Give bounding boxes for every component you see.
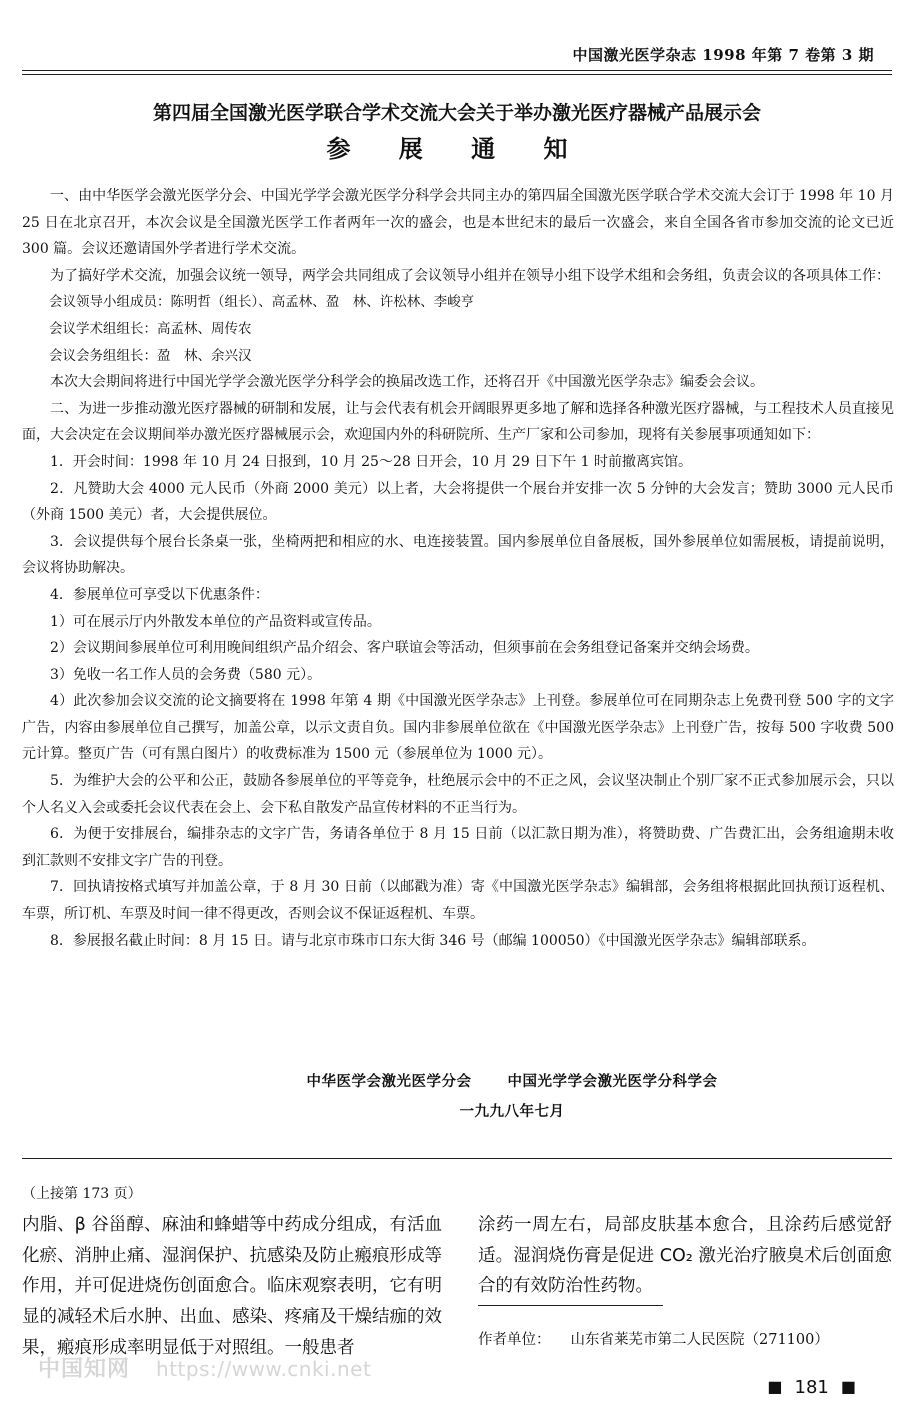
list-item: 2．凡赞助大会 4000 元人民币（外商 2000 美元）以上者，大会将提供一个展台并安排一次 5 分钟的大会发言；赞助 3000 元人民币（外商 1500 美元）者，大会提供展位。 <box>22 480 894 524</box>
signature-org-2: 中国光学学会激光医学分科学会 <box>507 1074 718 1090</box>
article-title: 第四届全国激光医学联合学术交流大会关于举办激光医疗器械产品展示会 <box>152 102 761 124</box>
header-rule-double <box>22 74 892 75</box>
bullet-icon: ■ <box>767 1377 783 1396</box>
sub-list-item: 3）免收一名工作人员的会务费（580 元）。 <box>50 666 322 683</box>
sub-list-item: 4）此次参加会议交流的论文摘要将在 1998 年第 4 期《中国激光医学杂志》上刊登。参展单位可在同期杂志上免费刊登 500 字的文字广告，内容由参展单位自己撰写，加盖公章，以示文责自负。国内非参展单位欲在《中国激光医学杂志》上刊登广告，按每 500 字收费 500 元计算。整页广告（可有黑白图片）的收费标准为 1500 元（参展单位为 1000 元）。 <box>22 693 894 763</box>
sub-list-item: 1）可在展示厅内外散发本单位的产品资料或宣传品。 <box>50 613 381 630</box>
article-column-left: 内脂、β 谷甾醇、麻油和蜂蜡等中药成分组成，有活血化瘀、消肿止痛、湿润保护、抗感染及防止瘢痕形成等作用，并可促进烧伤创面愈合。临床观察表明，它有明显的减轻术后水肿、出血、感染、疼痛及干燥结痂的效果，瘢痕形成率明显低于对照组。一般患者 <box>22 1215 442 1358</box>
list-item: 3．会议提供每个展台长条桌一张，坐椅两把和相应的水、电连接装置。国内参展单位自备展板，国外参展单位如需展板，请提前说明，会议将协助解决。 <box>22 533 894 577</box>
article-column-right: 涂药一周左右，局部皮肤基本愈合，且涂药后感觉舒适。湿润烧伤膏是促进 CO₂ 激光治疗腋臭术后创面愈合的有效防治性药物。 <box>478 1215 892 1297</box>
list-item: 8．参展报名截止时间：8 月 15 日。请与北京市珠市口东大街 346 号（邮编 100050）《中国激光医学杂志》编辑部联系。 <box>50 932 816 949</box>
author-affiliation-label: 作者单位： <box>478 1332 551 1348</box>
author-affiliation <box>478 1328 829 1349</box>
signature-orgs <box>22 1070 892 1091</box>
list-item: 5．为维护大会的公平和公正，鼓励各参展单位的平等竞争，杜绝展示会中的不正之风，会议坚决制止个别厂家不正式参加展示会，只以个人名义入会或委托会议代表在会上、会下私自散发产品宣传材料的不正当行为。 <box>22 773 894 816</box>
notice-body <box>22 183 894 954</box>
paragraph: 为了搞好学术交流，加强会议统一领导，两学会共同组成了会议领导小组并在领导小组下设学术组和会务组，负责会议的各项具体工作： <box>50 267 890 284</box>
footnote-rule <box>478 1305 663 1306</box>
page-number <box>755 1377 868 1398</box>
page-number-value: 181 <box>794 1377 829 1398</box>
signature-date: 一九九八年七月 <box>459 1104 565 1120</box>
continued-from-note: （上接第 173 页） <box>22 1186 142 1202</box>
sub-list-item: 2）会议期间参展单位可利用晚间组织产品介绍会、客户联谊会等活动，但须事前在会务组登记备案并交纳会场费。 <box>50 640 759 657</box>
section-divider <box>22 1158 892 1159</box>
cnki-watermark <box>38 1352 371 1383</box>
list-item: 6．为便于安排展台，编排杂志的文字广告，务请各单位于 8 月 15 日前（以汇款日期为准），将赞助费、广告费汇出，会务组逾期未收到汇款则不安排文字广告的刊登。 <box>22 826 894 869</box>
article-subtitle: 参 展 通 知 <box>326 135 588 163</box>
paragraph: 本次大会期间将进行中国光学学会激光医学分科学会的换届改选工作，还将召开《中国激光医学杂志》编委会会议。 <box>50 374 764 391</box>
list-item: 1．开会时间：1998 年 10 月 24 日报到，10 月 25～28 日开会，10 月 29 日下午 1 时前撤离宾馆。 <box>50 453 692 470</box>
leadership-group-members: 会议领导小组成员：陈明哲（组长）、高孟林、盈 林、许松林、李峻亨 <box>49 294 475 311</box>
academic-group-leaders: 会议学术组组长：高孟林、周传农 <box>49 320 252 337</box>
bullet-icon: ■ <box>840 1377 856 1396</box>
paragraph: 一、由中华医学会激光医学分会、中国光学学会激光医学分科学会共同主办的第四届全国激光医学联合学术交流大会订于 1998 年 10 月 25 日在北京召开，本次会议是全国激光医学工作者两年一次的盛会，也是本世纪末的最后一次盛会，来自全国各省市参加交流的论文已近 300 篇。会议还邀请国外学者进行学术交流。 <box>22 188 894 258</box>
list-item: 7．回执请按格式填写并加盖公章，于 8 月 30 日前（以邮戳为准）寄《中国激光医学杂志》编辑部，会务组将根据此回执预订返程机、车票，所订机、车票及时间一律不得更改，否则会议不保证返程机、车票。 <box>22 879 894 923</box>
running-head: 中国激光医学杂志 1998 年第 7 卷第 3 期 <box>572 46 874 64</box>
watermark-url: https://www.cnki.net <box>156 1357 372 1381</box>
affairs-group-leaders: 会议会务组组长：盈 林、余兴汉 <box>49 347 252 364</box>
list-item: 4．参展单位可享受以下优惠条件： <box>50 586 269 603</box>
author-affiliation-value: 山东省莱芜市第二人民医院（271100） <box>570 1332 829 1348</box>
watermark-name: 中国知网 <box>38 1357 131 1382</box>
header-rule <box>22 70 892 71</box>
signature-org-1: 中华医学会激光医学分会 <box>306 1074 472 1090</box>
paragraph: 二、为进一步推动激光医疗器械的研制和发展，让与会代表有机会开阔眼界更多地了解和选择各种激光医疗器械，与工程技术人员直接见面，大会决定在会议期间举办激光医疗器械展示会，欢迎国内外的科研院所、生产厂家和公司参加，现将有关参展事项通知如下： <box>22 400 894 444</box>
